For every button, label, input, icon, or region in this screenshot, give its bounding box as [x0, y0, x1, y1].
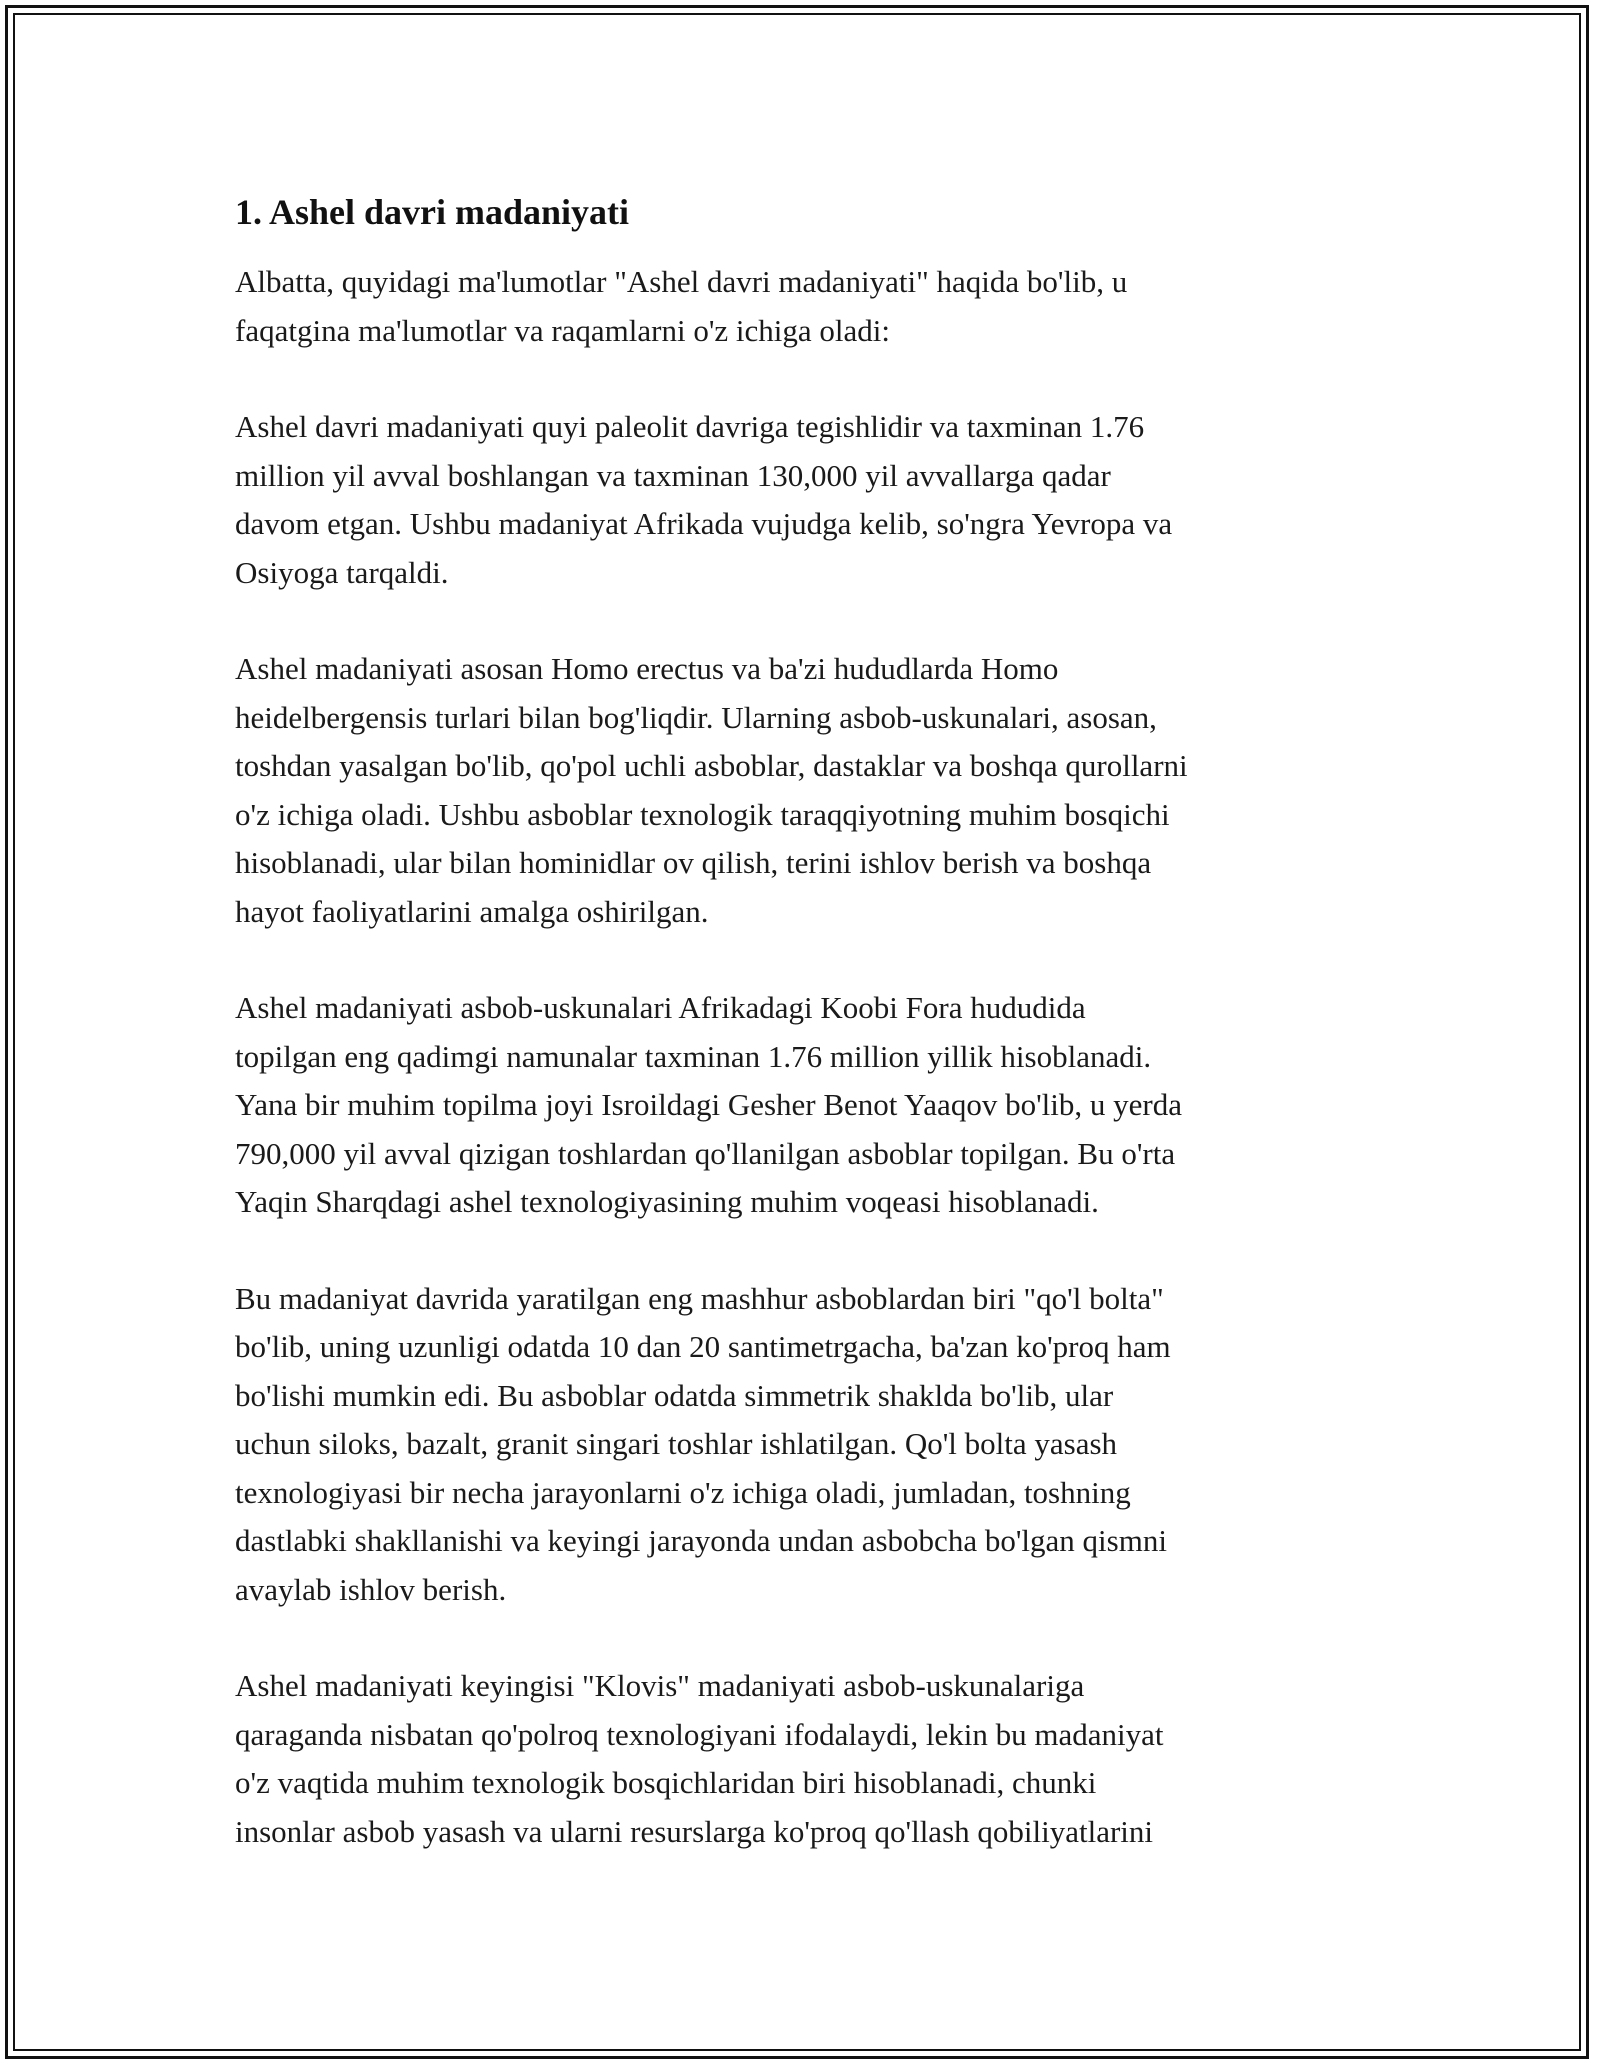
document-body — [235, 188, 1370, 1904]
paragraph-period: Ashel davri madaniyati quyi paleolit davriga tegishlidir va taxminan 1.76 million yil avval boshlangan va taxminan 130,000 yil avvallarga qadar davom etgan. Ushbu madaniyat Afrikada vujudga kelib, so'ngra Yevropa va Osiyoga tarqaldi. — [235, 409, 1173, 590]
section-heading: 1. Ashel davri madaniyati — [235, 192, 630, 232]
paragraph-clovis: Ashel madaniyati keyingisi "Klovis" madaniyati asbob-uskunalariga qaraganda nisbatan qo'polroq texnologiyani ifodalaydi, lekin bu madaniyat o'z vaqtida muhim texnologik bosqichlaridan biri hisoblanadi, chunki insonlar asbob yasash va ularni resurslarga ko'proq qo'llash qobiliyatlarini — [235, 1668, 1164, 1849]
paragraph-species: Ashel madaniyati asosan Homo erectus va ba'zi hududlarda Homo heidelbergensis turlari bilan bog'liqdir. Ularning asbob-uskunalari, asosan, toshdan yasalgan bo'lib, qo'pol uchli asboblar, dastaklar va boshqa qurollarni o'z ichiga oladi. Ushbu asboblar texnologik taraqqiyotning muhim bosqichi hisoblanadi, ular bilan hominidlar ov qilish, terini ishlov berish va boshqa hayot faoliyatlarini amalga oshirilgan. — [235, 651, 1188, 929]
paragraph-hand-axe: Bu madaniyat davrida yaratilgan eng mashhur asboblardan biri "qo'l bolta" bo'lib, uning uzunligi odatda 10 dan 20 santimetrgacha, ba'zan ko'proq ham bo'lishi mumkin edi. Bu asboblar odatda simmetrik shaklda bo'lib, ular uchun siloks, bazalt, granit singari toshlar ishlatilgan. Qo'l bolta yasash texnologiyasi bir necha jarayonlarni o'z ichiga oladi, jumladan, toshning dastlabki shakllanishi va keyingi jarayonda undan asbobcha bo'lgan qismni avaylab ishlov berish. — [235, 1280, 1171, 1607]
paragraph-findings: Ashel madaniyati asbob-uskunalari Afrikadagi Koobi Fora hududida topilgan eng qadimgi namunalar taxminan 1.76 million yillik hisoblanadi. Yana bir muhim topilma joyi Isroildagi Gesher Benot Yaaqov bo'lib, u yerda 790,000 yil avval qizigan toshlardan qo'llanilgan asboblar topilgan. Bu o'rta Yaqin Sharqdagi ashel texnologiyasining muhim voqeasi hisoblanadi. — [235, 990, 1182, 1219]
paragraph-intro: Albatta, quyidagi ma'lumotlar "Ashel davri madaniyati" haqida bo'lib, u faqatgina ma'lumotlar va raqamlarni o'z ichiga oladi: — [235, 264, 1128, 348]
